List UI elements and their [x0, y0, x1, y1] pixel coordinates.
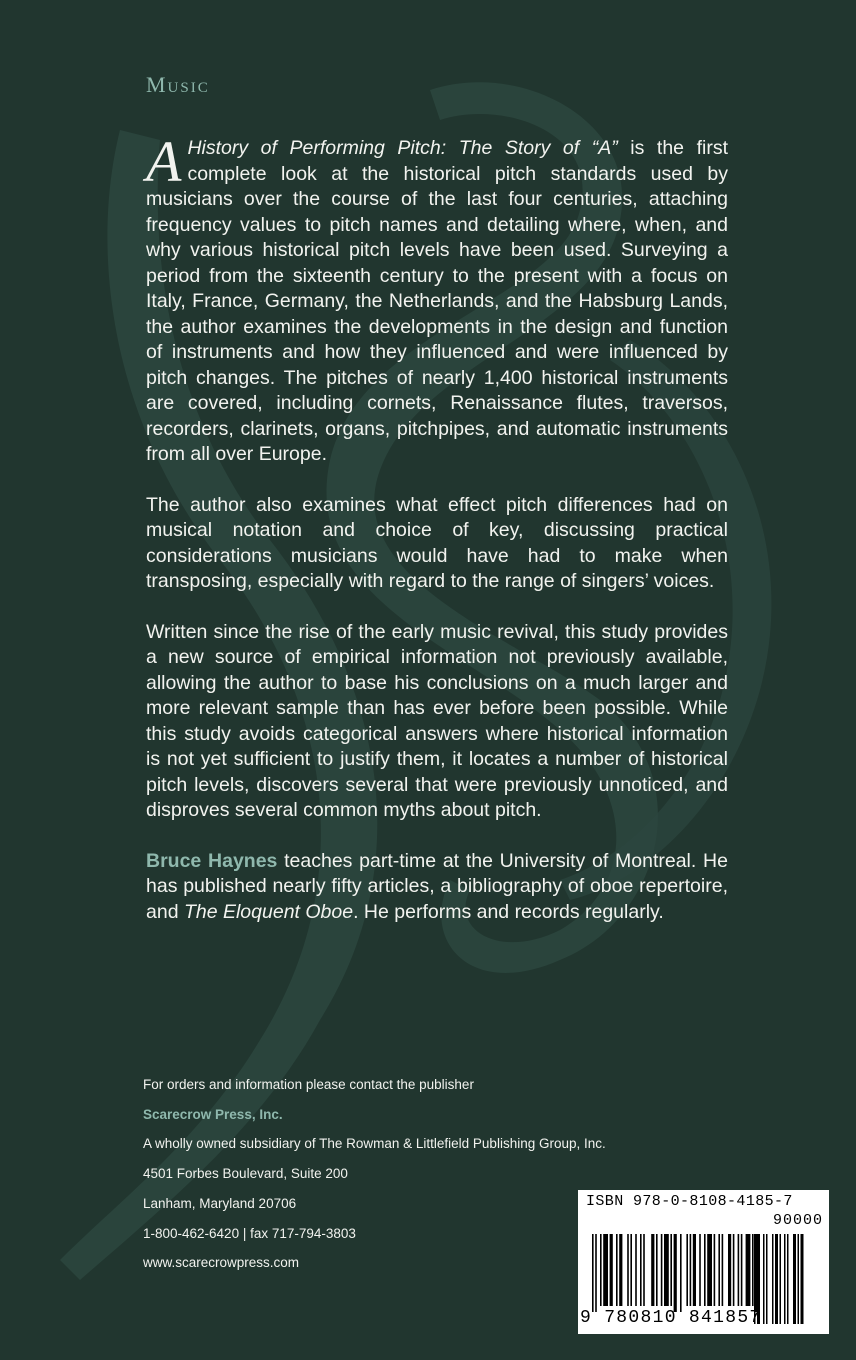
author-bio-text: teaches part-time at the University of Montreal. He has published nearly fifty articles, a bibliography of oboe repertoire, and	[146, 849, 728, 923]
category-label: Music	[146, 72, 210, 97]
price-code: 90000	[772, 1212, 823, 1229]
barcode-bar	[595, 1234, 597, 1312]
author-bio	[146, 849, 728, 926]
drop-cap: A	[146, 129, 182, 194]
barcode-bar	[680, 1234, 682, 1312]
barcode-bar	[619, 1234, 622, 1306]
barcode-bar	[722, 1234, 724, 1306]
description	[146, 129, 728, 950]
subsidiary-line: A wholly owned subsidiary of The Rowman & Littlefield Publishing Group, Inc.	[143, 1136, 606, 1152]
barcode-bar	[630, 1234, 632, 1306]
barcode-bar	[728, 1234, 731, 1306]
barcode-bar	[693, 1234, 696, 1306]
address-line-2: Lanham, Maryland 20706	[143, 1195, 297, 1211]
isbn-barcode	[578, 1190, 829, 1334]
barcode-bar	[600, 1234, 602, 1306]
author-bio-end: . He performs and records regularly.	[353, 900, 664, 923]
barcode-bar	[718, 1234, 720, 1306]
barcode-bar	[746, 1234, 751, 1306]
barcode-bar	[674, 1234, 677, 1312]
address-line-1: 4501 Forbes Boulevard, Suite 200	[143, 1166, 348, 1182]
barcode-bar	[616, 1234, 618, 1306]
barcode-bar	[670, 1234, 672, 1306]
barcode-bar	[738, 1234, 740, 1306]
barcode-bar	[640, 1234, 642, 1306]
phone-fax: 1-800-462-6420 | fax 717-794-3803	[143, 1225, 356, 1241]
barcode-bar	[741, 1234, 743, 1306]
barcode-bar	[707, 1234, 712, 1306]
barcode-bar	[635, 1234, 637, 1306]
barcode-bar	[699, 1234, 701, 1306]
book-title: History of Performing Pitch: The Story of “A”	[187, 137, 618, 159]
intro-text: is the first complete look at the historical pitch standards used by musicians over the course of the last four centuries, attaching frequency values to pitch names and detailing where, when, and why various historical pitch levels have been used. Surveying a period from the sixteenth century to the present with a focus on Italy, France, Germany, the Netherlands, and the Habsburg Lands, the author examines the developments in the design and function of instruments and how they influenced and were influenced by pitch changes. The pitches of nearly 1,400 historical instruments are covered, including cornets, Renaissance flutes, traversos, recorders, clarinets, organs, pitchpipes, and automatic instruments from all over Europe.	[146, 137, 728, 465]
barcode-bar	[704, 1234, 706, 1306]
barcode-bar	[627, 1234, 629, 1306]
contact-intro: For orders and information please contact the publisher	[143, 1077, 474, 1092]
paragraph-research: Written since the rise of the early music revival, this study provides a new source of empirical information not previously available, allowing the author to base his conclusions on a much larger and more relevant sample than has ever before been possible. While this study avoids categorical answers where historical information is not yet sufficient to justify them, it locates a number of historical pitch levels, discovers several that were previously unnoticed, and disproves several common myths about pitch.	[146, 620, 728, 821]
publisher-name: Scarecrow Press, Inc.	[143, 1106, 283, 1122]
website-link[interactable]: www.scarecrowpress.com	[143, 1255, 300, 1271]
ean-digits: 9 780810 841857	[580, 1308, 762, 1328]
barcode-bar	[651, 1234, 654, 1306]
intro-paragraph	[146, 129, 728, 468]
barcode-bar	[733, 1234, 735, 1306]
barcode-bar	[656, 1234, 658, 1306]
isbn-number: ISBN 978-0-8108-4185-7	[586, 1193, 793, 1210]
barcode-bar	[603, 1234, 608, 1306]
barcode-bar	[686, 1234, 688, 1306]
author-book-title: The Eloquent Oboe	[183, 900, 354, 923]
barcode-bar	[643, 1234, 645, 1306]
author-name: Bruce Haynes	[146, 849, 278, 872]
barcode-bar	[690, 1234, 692, 1306]
barcode-bar	[664, 1234, 669, 1306]
barcode-bar	[661, 1234, 663, 1306]
barcode-bar	[752, 1234, 754, 1306]
barcode-bar	[714, 1234, 716, 1306]
paragraph-notation: The author also examines what effect pitch differences had on musical notation and choice of key, discussing practical considerations musicians would have had to make when transposing, especially with regard to the range of singers’ voices.	[146, 493, 728, 592]
barcode-bar	[610, 1234, 613, 1306]
publisher-contact	[143, 1070, 643, 1278]
barcode-bar	[592, 1234, 594, 1312]
